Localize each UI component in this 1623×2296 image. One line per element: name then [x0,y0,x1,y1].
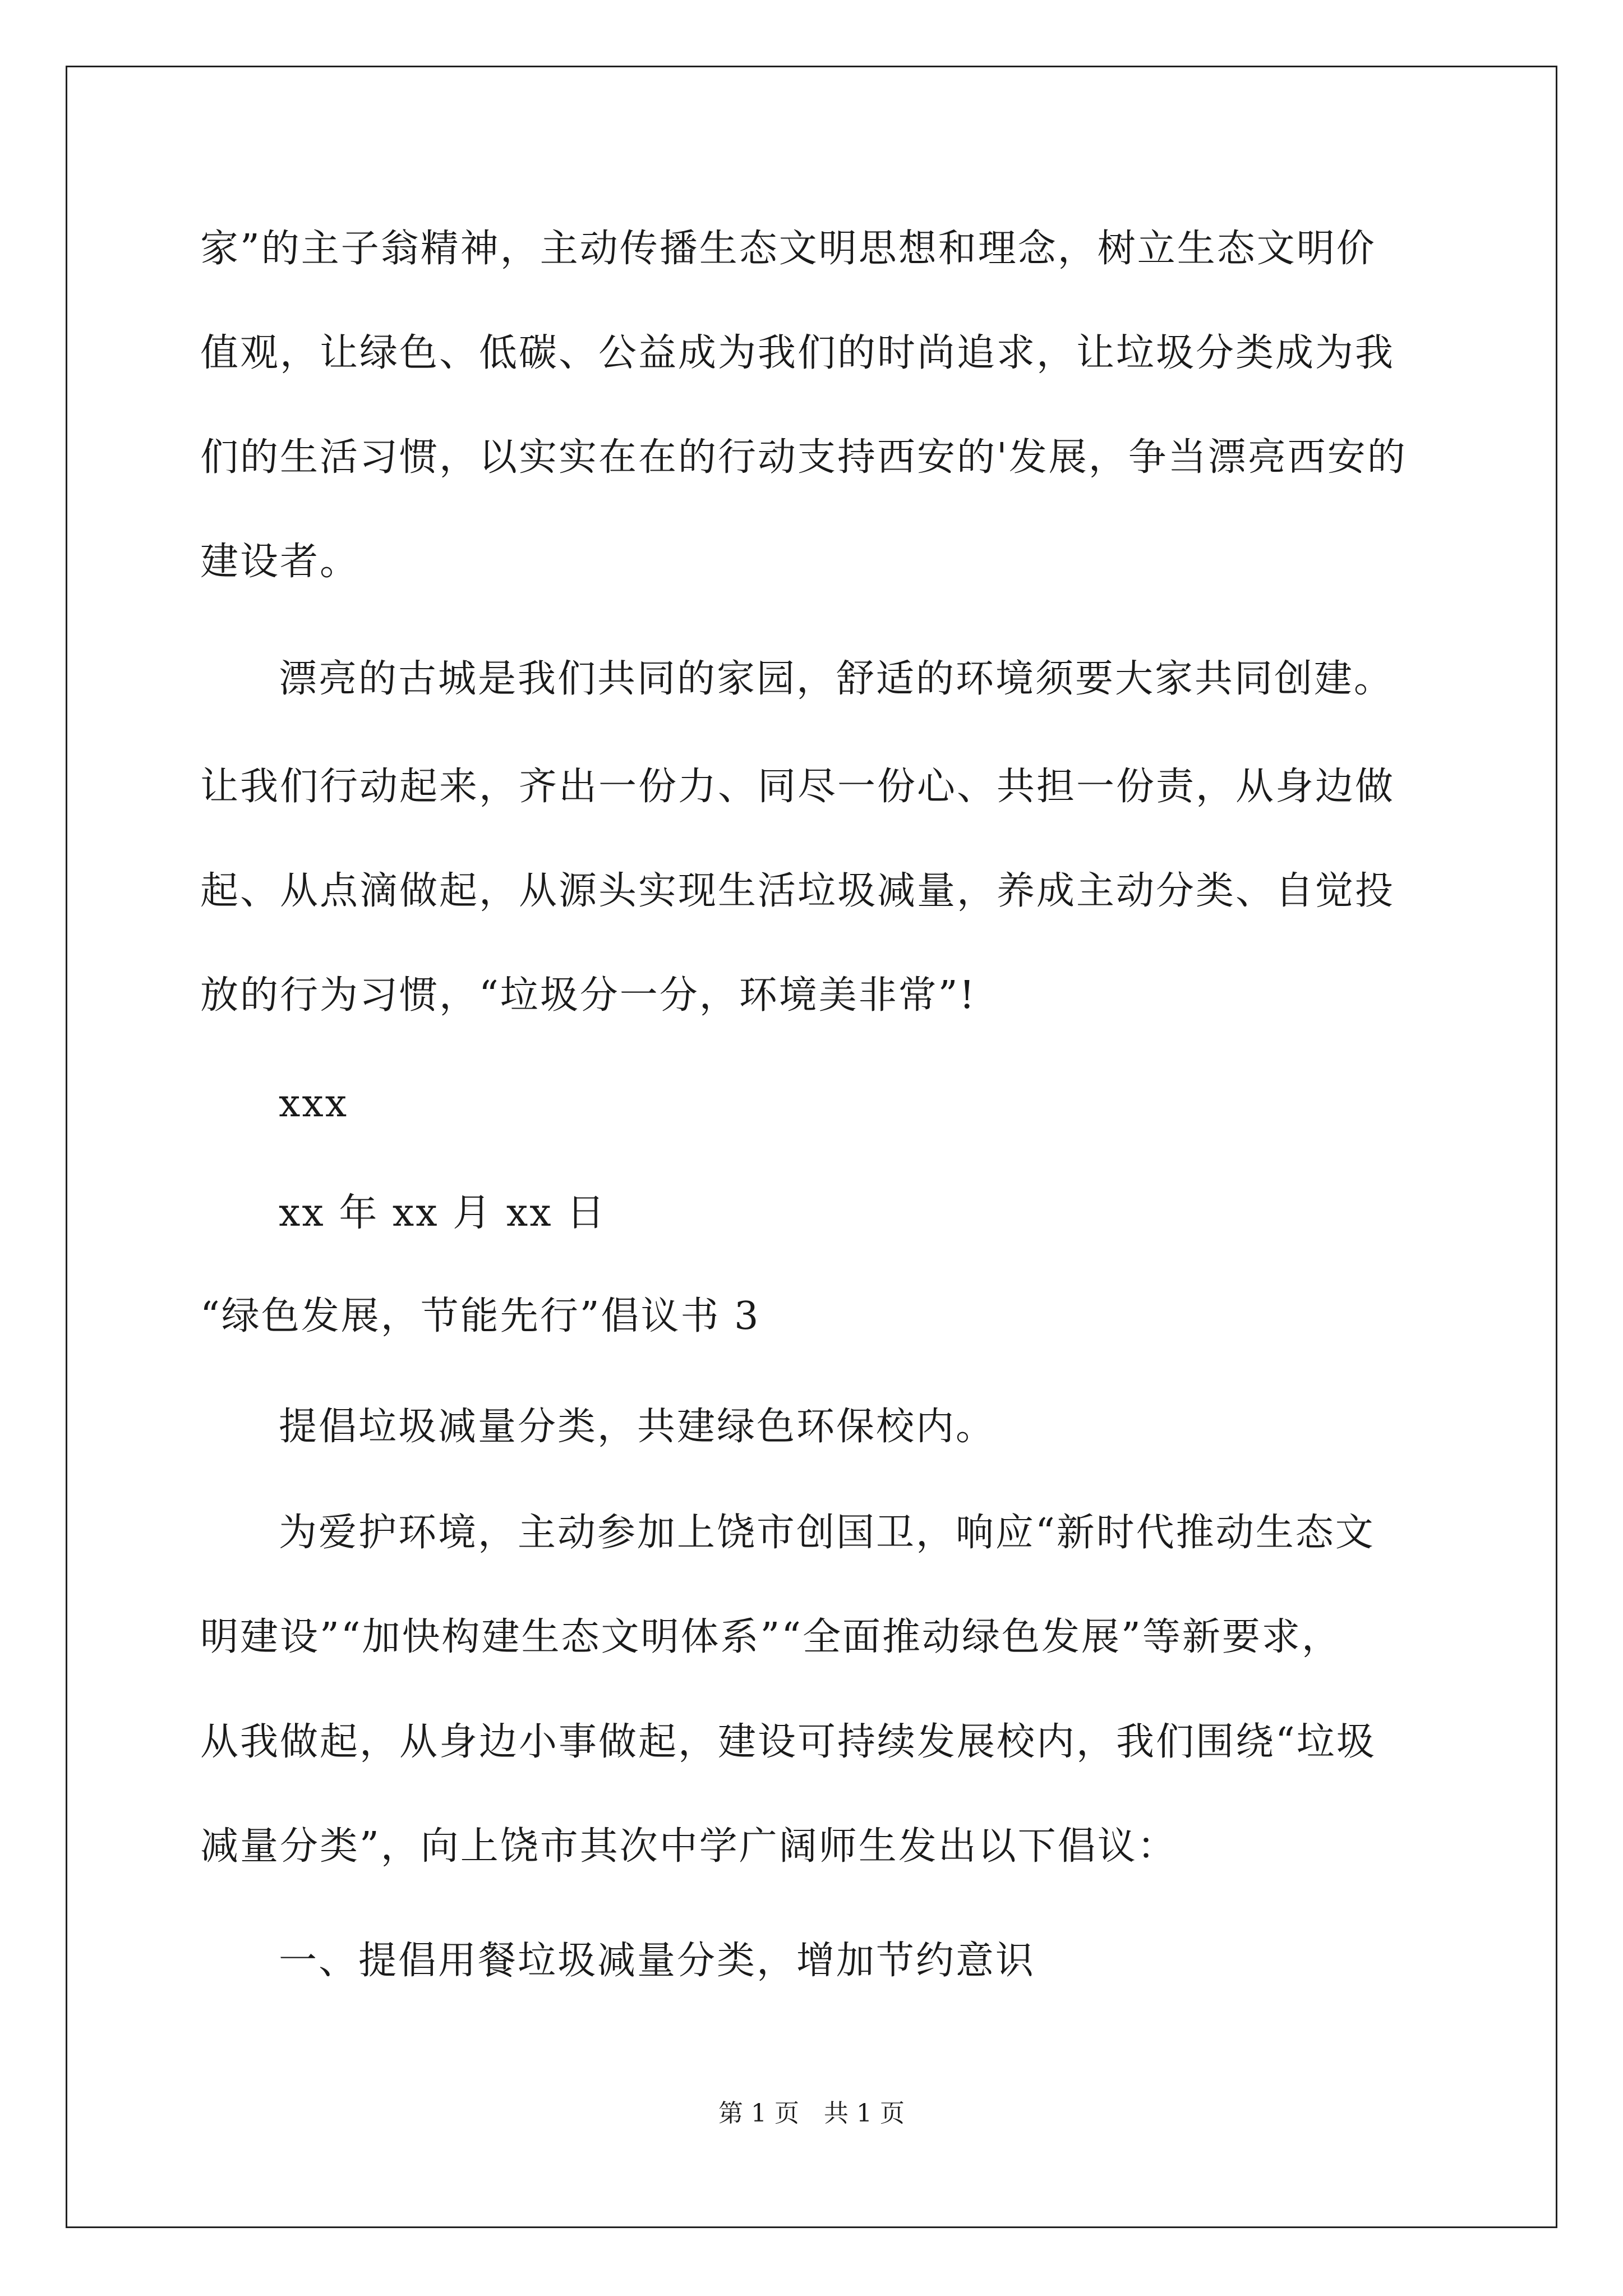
body-line-2: 值观，让绿色、低碳、公益成为我们的时尚追求，让垃圾分类成为我 [200,331,1395,375]
signature-date: xx 年 xx 月 xx 日 [279,1191,607,1235]
section-title: “绿色发展，节能先行”倡议书 3 [200,1294,760,1338]
body-line-8: 放的行为习惯，“垃圾分一分，环境美非常”! [200,973,976,1018]
subheading-line: 一、提倡用餐垃圾减量分类，增加节约意识 [279,1939,1036,1983]
page-footer: 第 1 页 共 1 页 [718,2099,905,2128]
body-line-1: 家”的主子翁精神，主动传播生态文明思想和理念，树立生态文明价 [200,227,1376,271]
body-line-6: 让我们行动起来，齐出一份力、同尽一份心、共担一份责，从身边做 [200,765,1395,809]
body-line-15: 从我做起，从身边小事做起，建设可持续发展校内，我们围绕“垃圾 [200,1720,1376,1764]
paragraph-line-5: 漂亮的古城是我们共同的家园，舒适的环境须要大家共同创建。 [279,657,1394,701]
body-line-4: 建设者。 [200,540,360,584]
body-line-3: 们的生活习惯，以实实在在的行动支持西安的'发展，争当漂亮西安的 [200,435,1407,480]
paragraph-line-13: 为爱护环境，主动参加上饶市创国卫，响应“新时代推动生态文 [279,1511,1375,1555]
body-line-7: 起、从点滴做起，从源头实现生活垃圾减量，养成主动分类、自觉投 [200,869,1395,913]
page-border [66,66,1557,2228]
body-line-14: 明建设”“加快构建生态文明体系”“全面推动绿色发展”等新要求， [200,1615,1341,1659]
signature-name: xxx [279,1082,349,1126]
body-line-16: 减量分类”，向上饶市其次中学广阔师生发出以下倡议： [200,1824,1177,1869]
slogan-line: 提倡垃圾减量分类，共建绿色环保校内。 [279,1405,996,1449]
